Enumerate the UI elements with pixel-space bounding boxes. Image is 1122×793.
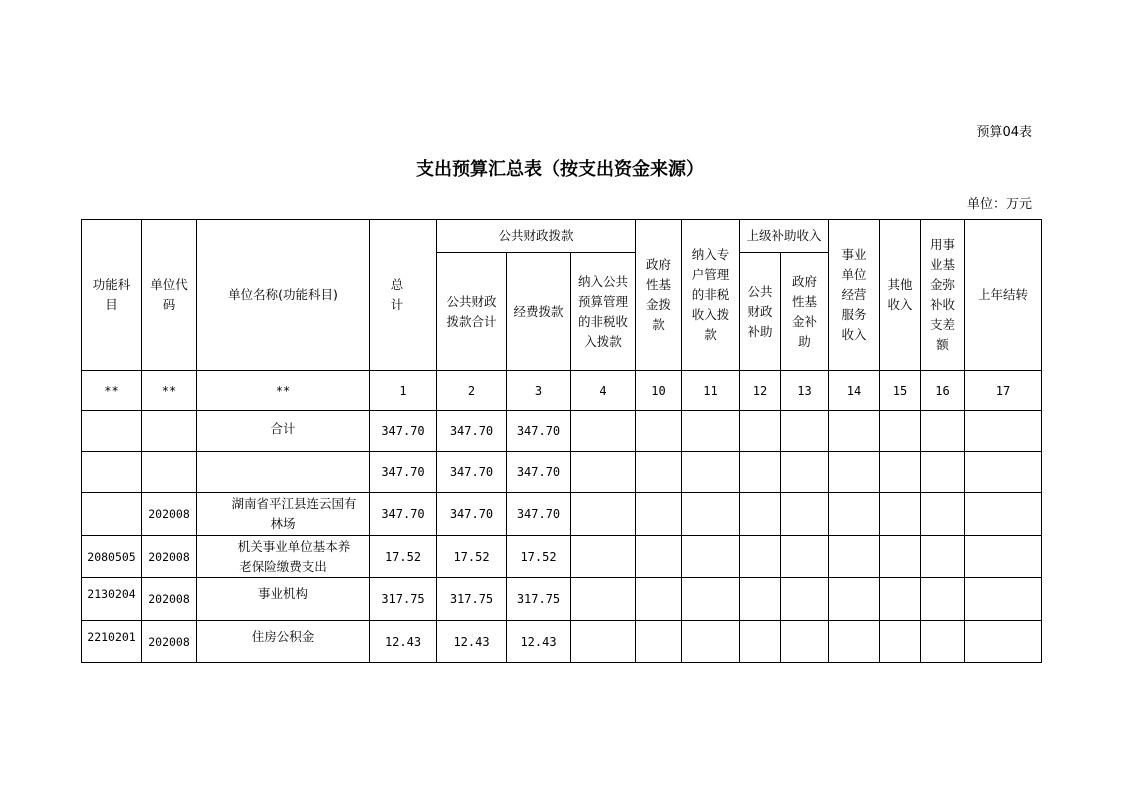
header-ss-govfund: 政府性基金补助 — [781, 253, 829, 371]
header-special-nontax: 纳入专户管理的非税收入拨款 — [682, 220, 740, 371]
pf-total-cell: 17.52 — [437, 536, 507, 578]
form-number: 预算04表 — [976, 125, 1032, 140]
total-cell: 347.70 — [370, 452, 437, 493]
unit-name-cell — [197, 493, 370, 536]
index-cell: 13 — [781, 371, 829, 411]
header-pf-expense: 经费拨款 — [507, 253, 571, 371]
header-gov-fund: 政府性基金拨款 — [636, 220, 682, 371]
index-cell: 15 — [880, 371, 921, 411]
header-total: 总 计 — [370, 220, 437, 371]
unit-name-cell — [197, 452, 370, 493]
index-cell: 12 — [740, 371, 781, 411]
unit-name-line: 林场 — [270, 516, 296, 531]
table-row — [82, 621, 1042, 663]
header-superior-subsidy: 上级补助收入 — [740, 220, 829, 253]
page-title: 支出预算汇总表（按支出资金来源） — [416, 159, 704, 180]
unit-label: 单位：万元 — [966, 197, 1032, 212]
total-cell: 347.70 — [370, 493, 437, 536]
header-other-income: 其他收入 — [880, 220, 921, 371]
unit-code-cell — [142, 452, 197, 493]
pf-expense-cell: 347.70 — [507, 411, 571, 452]
table-row — [82, 411, 1042, 452]
pf-total-cell: 12.43 — [437, 621, 507, 663]
index-cell: 11 — [682, 371, 740, 411]
pf-expense-cell: 12.43 — [507, 621, 571, 663]
header-ss-public: 公共财政补助 — [740, 253, 781, 371]
func-code-cell — [82, 493, 142, 536]
index-row — [82, 371, 1042, 411]
unit-name-cell: 合计 — [197, 411, 370, 452]
total-cell: 317.75 — [370, 578, 437, 621]
index-cell: 3 — [507, 371, 571, 411]
pf-expense-cell: 17.52 — [507, 536, 571, 578]
unit-name-cell — [197, 536, 370, 578]
unit-name-cell: 事业机构 — [197, 578, 370, 621]
unit-code-cell: 202008 — [142, 493, 197, 536]
total-cell: 347.70 — [370, 411, 437, 452]
unit-code-cell: 202008 — [142, 536, 197, 578]
pf-total-cell: 347.70 — [437, 411, 507, 452]
table-row — [82, 536, 1042, 578]
index-cell: ** — [142, 371, 197, 411]
unit-name-line: 机关事业单位基本养 — [237, 538, 351, 554]
index-cell: 2 — [437, 371, 507, 411]
header-unit-name: 单位名称(功能科目) — [197, 220, 370, 371]
unit-code-cell — [142, 411, 197, 452]
func-code-cell — [82, 411, 142, 452]
pf-expense-cell: 347.70 — [507, 493, 571, 536]
index-cell: 4 — [571, 371, 636, 411]
index-cell: 17 — [965, 371, 1042, 411]
unit-code-cell: 202008 — [142, 621, 197, 663]
header-unit-code: 单位代码 — [142, 220, 197, 371]
budget-table — [81, 219, 1042, 663]
total-cell: 12.43 — [370, 621, 437, 663]
header-fund-balance: 用事业基金弥补收支差额 — [921, 220, 965, 371]
unit-name-cell: 住房公积金 — [197, 621, 370, 663]
header-row-1 — [82, 220, 1042, 253]
table-row — [82, 452, 1042, 493]
index-cell: 1 — [370, 371, 437, 411]
func-code-cell: 2080505 — [82, 536, 142, 578]
index-cell: 10 — [636, 371, 682, 411]
unit-name-line: 老保险缴费支出 — [239, 558, 327, 574]
pf-expense-cell: 347.70 — [507, 452, 571, 493]
table-row — [82, 578, 1042, 621]
index-cell: ** — [197, 371, 370, 411]
header-func-subject: 功能科目 — [82, 220, 142, 371]
header-pf-nontax: 纳入公共预算管理的非税收入拨款 — [571, 253, 636, 371]
header-business-income: 事业单位经营服务收入 — [829, 220, 880, 371]
unit-code-cell: 202008 — [142, 578, 197, 621]
unit-name-line: 湖南省平江县连云国有 — [231, 496, 357, 511]
header-last-year: 上年结转 — [965, 220, 1042, 371]
pf-total-cell: 347.70 — [437, 452, 507, 493]
total-cell: 17.52 — [370, 536, 437, 578]
pf-total-cell: 317.75 — [437, 578, 507, 621]
func-code-cell — [82, 452, 142, 493]
pf-expense-cell: 317.75 — [507, 578, 571, 621]
header-pf-total: 公共财政拨款合计 — [437, 253, 507, 371]
header-public-finance: 公共财政拨款 — [437, 220, 636, 253]
pf-total-cell: 347.70 — [437, 493, 507, 536]
func-code-cell: 2210201 — [82, 621, 142, 663]
index-cell: 16 — [921, 371, 965, 411]
func-code-cell: 2130204 — [82, 578, 142, 621]
index-cell: ** — [82, 371, 142, 411]
table-row — [82, 493, 1042, 536]
index-cell: 14 — [829, 371, 880, 411]
